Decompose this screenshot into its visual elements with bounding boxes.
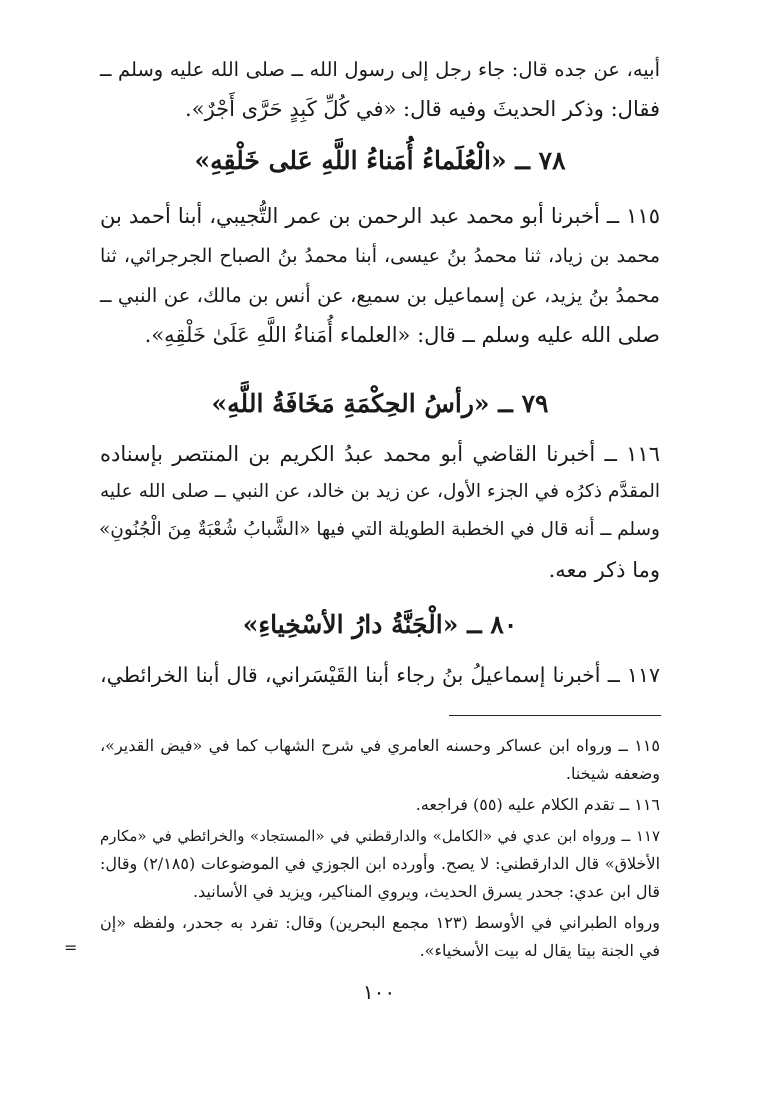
margin-mark: = bbox=[64, 938, 78, 957]
footnote-divider bbox=[449, 715, 661, 716]
section-heading-78: ٧٨ ــ «الْعُلَماءُ أُمَناءُ اللَّهِ عَلى خَلْقِهِ» bbox=[194, 146, 566, 175]
section-heading-80: ٨٠ ــ «الْجَنَّةُ دارُ الأسْخِياءِ» bbox=[242, 610, 518, 639]
footnote-line: ورواه الطبراني في الأوسط (١٢٣ مجمع البحرين) وقال: تفرد به جحدر، ولفظه «إن bbox=[100, 913, 661, 932]
body-line: فقال: وذكر الحديثَ وفيه قال: «في كُلِّ كَبِدٍ حَرَّى أَجْرٌ». bbox=[185, 97, 660, 121]
body-line: أبيه، عن جده قال: جاء رجل إلى رسول الله ــ صلى الله عليه وسلم ــ bbox=[100, 58, 660, 81]
body-line: وسلم ــ أنه قال في الخطبة الطويلة التي فيها «الشَّبابُ شُعْبَةٌ مِنَ الْجُنُونِ» bbox=[98, 519, 660, 540]
body-line: محمد بن زياد، ثنا محمدُ بنُ عيسى، أبنا محمدُ بنُ الصباح الجرجرائي، ثنا bbox=[100, 245, 660, 267]
footnote-line: وضعفه شيخنا. bbox=[565, 764, 660, 783]
section-heading-79: ٧٩ ــ «رأسُ الحِكْمَةِ مَخَافَةُ اللَّهِ» bbox=[211, 389, 549, 418]
footnote-line: ١١٦ ــ تقدم الكلام عليه (٥٥) فراجعه. bbox=[415, 795, 660, 814]
body-line: محمدُ بنُ يزيد، عن إسماعيل بن سميع، عن أنس بن مالك، عن النبي ــ bbox=[100, 284, 660, 307]
body-line: المقدَّم ذكرُه في الجزء الأول، عن زيد بن خالد، عن النبي ــ صلى الله عليه bbox=[100, 481, 660, 502]
footnote-line: ١١٧ ــ ورواه ابن عدي في «الكامل» والدارقطني في «المستجاد» والخرائطي في «مكارم bbox=[100, 827, 660, 845]
footnote-line: قال ابن عدي: جحدر يسرق الحديث، ويروي المناكير، ويزيد في الأسانيد. bbox=[192, 882, 660, 901]
body-line: ١١٥ ــ أخبرنا أبو محمد عبد الرحمن بن عمر التُّجيبي، أبنا أحمد بن bbox=[100, 204, 660, 228]
page-number: ١٠٠ bbox=[362, 980, 396, 1004]
body-line: صلى الله عليه وسلم ــ قال: «العلماء أُمَناءُ اللَّهِ عَلَىٰ خَلْقِهِ». bbox=[144, 323, 660, 347]
body-line: ١١٧ ــ أخبرنا إسماعيلُ بنُ رجاء أبنا القَيْسَراني، قال أبنا الخرائطي، bbox=[100, 663, 660, 687]
footnote-line: في الجنة بيتا يقال له بيت الأسخياء». bbox=[419, 941, 660, 960]
body-line: وما ذكر معه. bbox=[548, 558, 660, 582]
footnote-line: ١١٥ ــ ورواه ابن عساكر وحسنه العامري في شرح الشهاب كما في «فيض القدير»، bbox=[100, 736, 660, 755]
body-line: ١١٦ ــ أخبرنا القاضي أبو محمد عبدُ الكريم بن المنتصر بإسناده bbox=[100, 442, 660, 466]
footnote-line: الأخلاق» قال الدارقطني: لا يصح. وأورده ابن الجوزي في الموضوعات (٢/١٨٥) وقال: bbox=[100, 854, 661, 873]
